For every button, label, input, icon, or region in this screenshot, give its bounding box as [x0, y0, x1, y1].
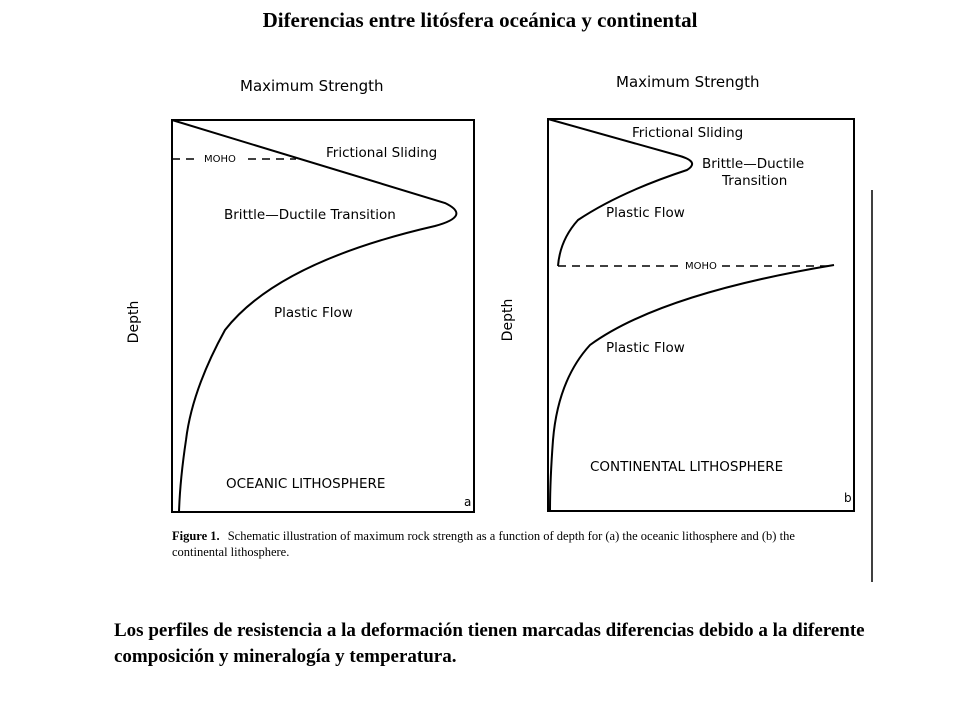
panel-b-transition-label-2: Transition: [722, 173, 788, 189]
panel-b-letter: b: [844, 491, 852, 505]
panel-b: [500, 73, 854, 511]
panel-b-frame: [548, 119, 854, 511]
panel-b-plastic-lower-label: Plastic Flow: [606, 340, 685, 356]
panel-b-transition-label-1: Brittle—Ductile: [702, 156, 805, 172]
panel-b-moho-label: MOHO: [685, 261, 717, 272]
panel-a: [126, 77, 474, 512]
panel-a-letter: a: [464, 495, 472, 509]
figure-graphic: [100, 40, 880, 590]
panel-b-upper-curve: [548, 119, 692, 266]
slide-body-text: Los perfiles de resistencia a la deformación tienen marcadas diferencias debido a la diferente composición y mineralogía y temperatura.: [114, 620, 865, 667]
panel-a-depth-label: Depth: [126, 300, 142, 344]
panel-b-top-label: Maximum Strength: [616, 73, 760, 91]
panel-a-transition-label: Brittle—Ductile Transition: [224, 207, 396, 223]
panel-a-lithosphere-label: OCEANIC LITHOSPHERE: [226, 476, 386, 492]
panel-a-frictional-label: Frictional Sliding: [326, 145, 438, 161]
panel-a-moho-label: MOHO: [204, 154, 236, 165]
panel-a-plastic-label: Plastic Flow: [274, 305, 353, 321]
strength-profile-figure: [100, 40, 880, 590]
panel-a-top-label: Maximum Strength: [240, 77, 384, 95]
slide-title: Diferencias entre litósfera oceánica y continental: [262, 8, 698, 32]
panel-b-frictional-label: Frictional Sliding: [632, 125, 744, 141]
panel-b-depth-label: Depth: [500, 298, 516, 342]
figure-caption-text: Schematic illustration of maximum rock strength as a function of depth for (a) the oceanic lithosphere and (b) the continental lithosphere.: [172, 529, 795, 559]
figure-caption-label: Figure 1.: [172, 529, 220, 543]
panel-b-plastic-upper-label: Plastic Flow: [606, 205, 685, 221]
panel-b-lithosphere-label: CONTINENTAL LITHOSPHERE: [590, 459, 784, 475]
figure-caption: [172, 528, 822, 560]
